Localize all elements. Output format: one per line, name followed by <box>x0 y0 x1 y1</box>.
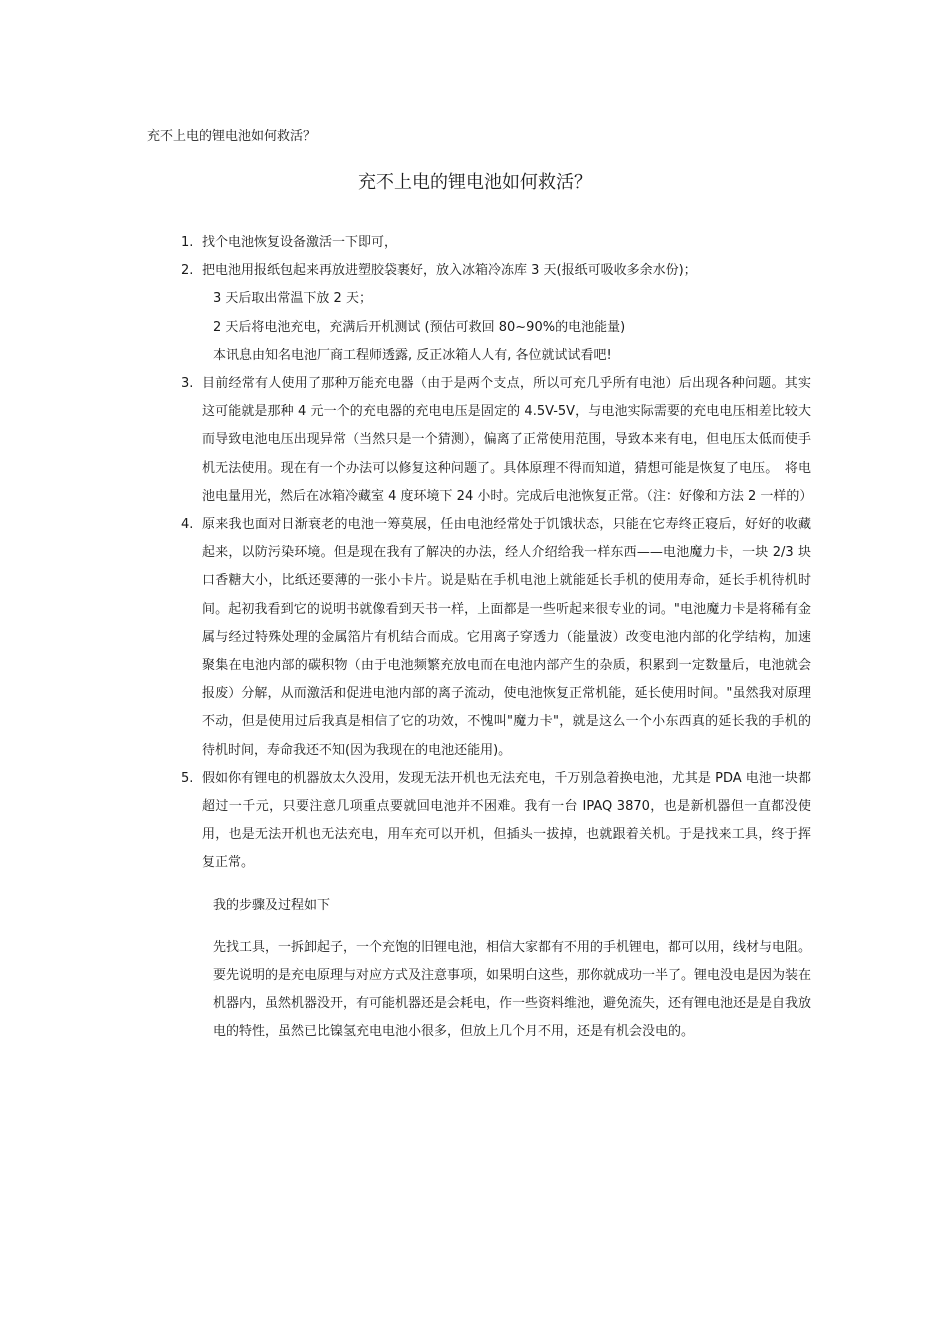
list-item-text: 原来我也面对日渐衰老的电池一筹莫展，任由电池经常处于饥饿状态，只能在它寿终正寝后，好好的收藏起来，以防污染环境。但是现在我有了解决的办法，经人介绍给我一样东西——电池魔力卡，一块 2/3 块口香糖大小，比纸还要薄的一张小卡片。说是贴在手机电池上就能延长手机的使用寿命，延长手机待机时间。起初我看到它的说明书就像看到天书一样，上面都是一些听起来很专业的词。"电池魔力卡是将稀有金属与经过特殊处理的金属箔片有机结合而成。它用离子穿透力（能量波）改变电池内部的化学结构，加速聚集在电池内部的碳积物（由于电池频繁充放电而在电池内部产生的杂质，积累到一定数量后，电池就会报废）分解，从而激活和促进电池内部的离子流动，使电池恢复正常机能，延长使用时间。"虽然我对原理不动，但是使用过后我真是相信了它的功效，不愧叫"魔力卡"，就是这么一个小东西真的延长我的手机的待机时间，寿命我还不知(因为我现在的电池还能用)。 <box>202 517 811 758</box>
closing-paragraph: 先找工具，一拆卸起子，一个充饱的旧锂电池，相信大家都有不用的手机锂电，都可以用，线材与电阻。要先说明的是充电原理与对应方式及注意事项，如果明白这些，那你就成功一半了。锂电没电是因为装在机器内，虽然机器没开，有可能机器还是会耗电，作一些资料维池，避免流失，还有锂电池还是是自我放电的特性，虽然已比镍氢充电电池小很多，但放上几个月不用，还是有机会没电的。 <box>213 939 812 1040</box>
list-item-number: 1. <box>181 235 194 250</box>
spacer <box>181 920 811 934</box>
steps-heading: 我的步骤及过程如下 <box>213 897 331 913</box>
article-body <box>181 229 811 1047</box>
list-item-number: 3. <box>181 376 194 392</box>
list-item-sub-line: 3 天后取出常温下放 2 天； <box>213 291 372 307</box>
list-item-number: 5. <box>181 770 194 786</box>
list-item-text: 找个电池恢复设备激活一下即可， <box>202 235 398 250</box>
document-header-title: 充不上电的锂电池如何救活？ <box>147 129 317 144</box>
spacer <box>181 878 811 892</box>
list-item <box>181 257 811 285</box>
list-item-sub-line: 2 天后将电池充电，充满后开机测试 (预估可救回 80~90%的电池能量) <box>213 319 626 335</box>
list-item-number: 2. <box>181 263 194 279</box>
list-item-text: 目前经常有人使用了那种万能充电器（由于是两个支点，所以可充几乎所有电池）后出现各种问题。其实这可能就是那种 4 元一个的充电器的充电电压是固定的 4.5V-5V，与电池实际需要的充电电压相差比较大而导致电池电压出现异常（当然只是一个猜测），偏离了正常使用范围，导致本来有电，但电压太低而使手机无法使用。现在有一个办法可以修复这种问题了。具体原理不得而知道，猜想可能是恢复了电压。 将电池电量用光，然后在冰箱冷藏室 4 度环境下 24 小时。完成后电池恢复正常。（注：好像和方法 2 一样的） <box>202 376 813 504</box>
list-item-text: 假如你有锂电的机器放太久没用，发现无法开机也无法充电，千万别急着换电池，尤其是 PDA 电池一块都超过一千元，只要注意几项重点要就回电池并不困难。我有一台 IPAQ 3870，也是新机器但一直都没使用，也是无法开机也无法充电，用车充可以开机，但插头一拔掉，也就跟着关机。于是找来工具，终于挥复正常。 <box>202 770 811 871</box>
list-item <box>181 511 811 765</box>
list-item <box>181 765 811 878</box>
page-title: 充不上电的锂电池如何救活？ <box>358 172 592 193</box>
list-item-text: 把电池用报纸包起来再放进塑胶袋裹好，放入冰箱冷冻库 3 天(报纸可吸收多余水份)； <box>202 263 697 279</box>
list-item <box>181 229 811 257</box>
list-item-number: 4. <box>181 517 194 533</box>
list-item-sub-line: 本讯息由知名电池厂商工程师透露, 反正冰箱人人有, 各位就试试看吧! <box>213 347 612 363</box>
list-item <box>181 370 811 511</box>
